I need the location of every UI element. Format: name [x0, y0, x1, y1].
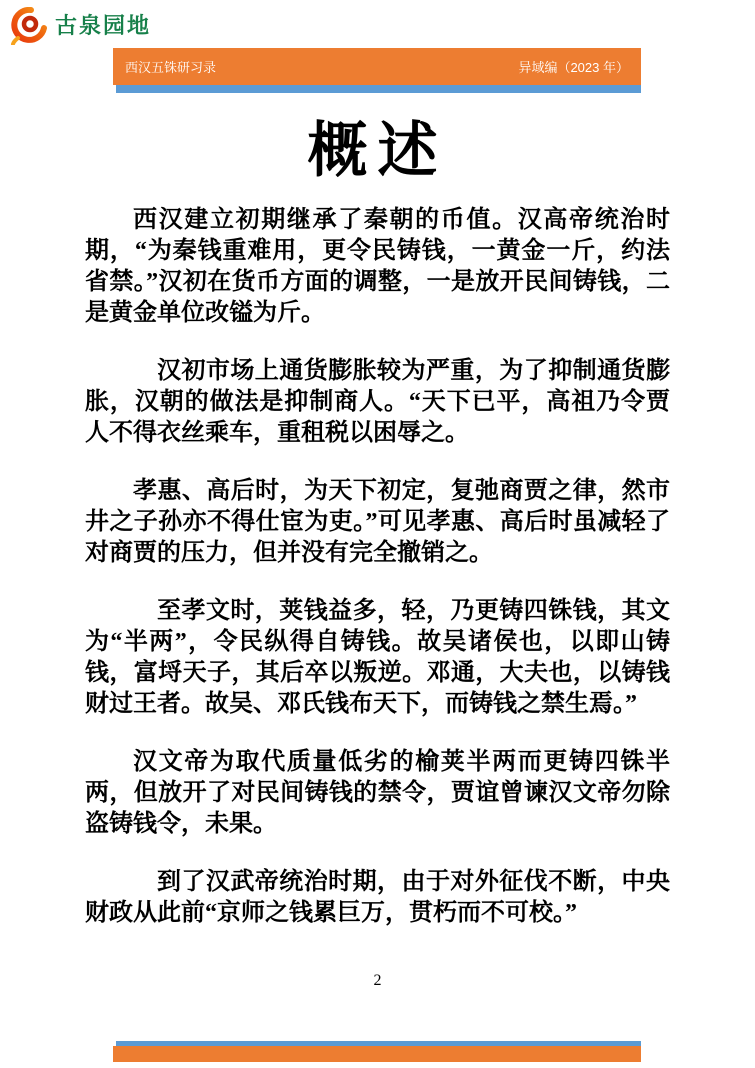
header-left-title: 西汉五铢研习录	[125, 60, 217, 75]
paragraph: 至孝文时，荚钱益多，轻，乃更铸四铢钱，其文为“半两”，令民纵得自铸钱。故吴诸侯也，以即山铸钱，富埒天子，其后卒以叛逆。邓通，大夫也，以铸钱财过王者。故吴、邓氏钱布天下，而铸钱之禁生焉。”	[85, 598, 670, 717]
site-logo	[10, 7, 151, 45]
header-right-title: 异域编（2023 年）	[518, 60, 629, 75]
paragraph: 汉文帝为取代质量低劣的榆荚半两而更铸四铢半两，但放开了对民间铸钱的禁令，贾谊曾谏汉文帝勿除盗铸钱令，未果。	[85, 749, 670, 837]
footer-bar	[113, 1046, 641, 1062]
page-number: 2	[373, 972, 382, 989]
paragraph: 西汉建立初期继承了秦朝的币值。汉高帝统治时期，“为秦钱重难用，更令民铸钱，一黄金一斤，约法省禁。”汉初在货币方面的调整，一是放开民间铸钱，二是黄金单位改镒为斤。	[85, 207, 670, 326]
document-body	[85, 205, 670, 956]
page-title: 概述	[307, 118, 448, 184]
paragraph: 到了汉武帝统治时期，由于对外征伐不断，中央财政从此前“京师之钱累巨万，贯朽而不可校。”	[85, 869, 670, 926]
coin-swirl-icon	[10, 7, 48, 45]
logo-text: 古泉园地	[55, 13, 152, 38]
paragraph: 汉初市场上通货膨胀较为严重，为了抑制通货膨胀，汉朝的做法是抑制商人。“天下已平，高祖乃令贾人不得衣丝乘车，重租税以困辱之。	[85, 358, 670, 446]
header-underline	[116, 85, 641, 93]
header-banner	[113, 48, 641, 85]
paragraph: 孝惠、高后时，为天下初定，复弛商贾之律，然市井之子孙亦不得仕宦为吏。”可见孝惠、高后时虽减轻了对商贾的压力，但并没有完全撤销之。	[85, 478, 670, 566]
